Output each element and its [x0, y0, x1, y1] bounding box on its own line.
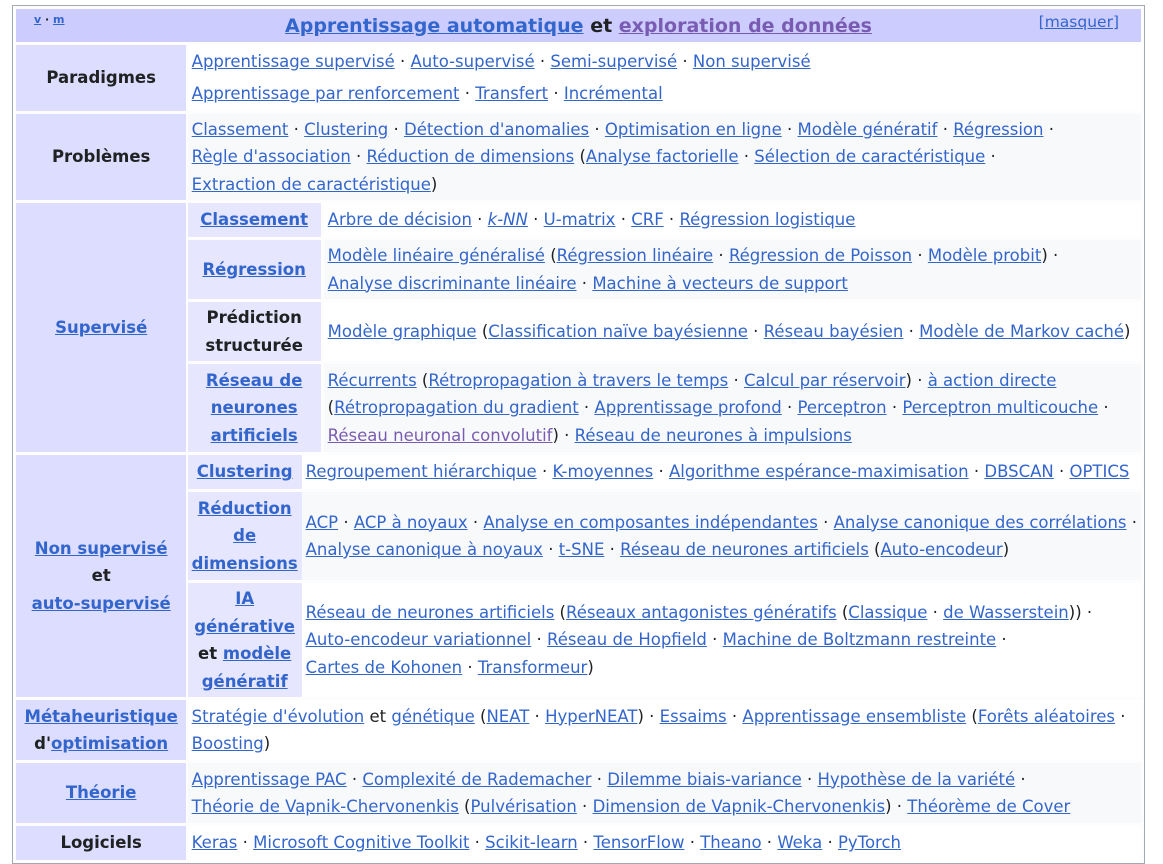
link[interactable]: Calcul par réservoir — [744, 370, 906, 390]
connector-text: et — [369, 706, 387, 726]
group-label-connector: et — [91, 566, 111, 586]
subgroup-link[interactable]: IA générative — [194, 589, 295, 636]
link[interactable]: Regroupement hiérarchique — [305, 462, 537, 482]
link[interactable]: Weka — [777, 833, 823, 853]
link[interactable]: Réseau de neurones artificiels — [620, 540, 869, 559]
group-row-non-supervise — [16, 455, 1141, 697]
subgroup-link[interactable]: modèle génératif — [201, 644, 292, 691]
link[interactable]: Scikit-learn — [485, 833, 578, 853]
subgroup-label-reduction-dimensions — [188, 492, 302, 580]
group-label-connector: d' — [34, 734, 52, 753]
link[interactable]: K-moyennes — [552, 462, 654, 482]
link[interactable]: Transfert — [475, 84, 549, 103]
link[interactable]: Apprentissage ensembliste — [742, 706, 967, 726]
group-label-paradigmes: Paradigmes — [16, 45, 186, 111]
link[interactable]: Dilemme biais-variance — [607, 769, 802, 789]
subgroup-label-reseau-neurones — [188, 364, 321, 452]
group-list-metaheuristique: Stratégie d'évolution et génétique (NEAT · HyperNEAT) · Essaims · Apprentissage ensembliste (Forêts aléatoires · Boosting) — [188, 700, 1141, 760]
link[interactable]: Microsoft Cognitive Toolkit — [253, 833, 470, 853]
link[interactable]: Forêts aléatoires — [977, 706, 1116, 726]
subgroup-link[interactable]: Réduction de dimensions — [191, 498, 298, 573]
group-row-metaheuristique — [16, 700, 1141, 760]
link[interactable]: Analyse factorielle — [585, 147, 739, 167]
group-list-theorie: Apprentissage PAC · Complexité de Rademacher · Dilemme biais-variance · Hypothèse de la variété · Théorie de Vapnik-Chervonenkis (Pulvérisation · Dimension de Vapnik-Chervonenkis) · Théorème de Cover — [188, 763, 1141, 823]
group-row-problemes — [16, 114, 1141, 200]
link[interactable]: Réseau de Hopfield — [547, 630, 707, 650]
link[interactable]: Analyse canonique à noyaux — [305, 540, 543, 559]
link[interactable]: Auto-supervisé — [410, 52, 535, 71]
group-link-non-supervise[interactable]: Non supervisé — [34, 538, 168, 558]
group-label-supervise — [16, 203, 186, 452]
link[interactable]: Complexité de Rademacher — [362, 769, 592, 789]
link[interactable]: Algorithme espérance-maximisation — [669, 462, 969, 482]
subgroups-supervise — [188, 203, 1141, 452]
view-link[interactable]: v — [34, 13, 42, 26]
link[interactable]: U-matrix — [543, 210, 616, 230]
link[interactable]: Stratégie d'évolution — [191, 706, 365, 726]
link[interactable]: Rétropropagation du gradient — [334, 398, 579, 418]
subgroup-label-classement — [188, 203, 321, 237]
link[interactable]: HyperNEAT — [545, 706, 638, 726]
link[interactable]: CRF — [631, 210, 664, 230]
group-label-metaheuristique — [16, 700, 186, 760]
title-link-data-mining[interactable]: exploration de données — [618, 14, 872, 37]
link[interactable]: Semi-supervisé — [550, 52, 678, 71]
link[interactable]: PyTorch — [837, 833, 901, 853]
subgroup-list-classement: Arbre de décision · k-NN · U-matrix · CRF · Régression logistique — [324, 203, 1141, 237]
link[interactable]: Arbre de décision — [327, 210, 472, 230]
link[interactable]: Dimension de Vapnik-Chervonenkis — [592, 797, 886, 816]
group-link-supervise[interactable]: Supervisé — [55, 317, 148, 337]
title-link-ml[interactable]: Apprentissage automatique — [285, 14, 584, 37]
link[interactable]: Pulvérisation — [470, 797, 577, 816]
link[interactable]: Modèle génératif — [797, 119, 938, 139]
hide-link[interactable]: [masquer] — [1038, 13, 1119, 31]
link[interactable]: Modèle probit — [927, 246, 1042, 265]
link[interactable]: Analyse canonique des corrélations — [833, 512, 1127, 532]
link[interactable]: Apprentissage supervisé — [191, 52, 395, 71]
link[interactable]: Classification naïve bayésienne — [488, 321, 748, 341]
navbox-table — [16, 6, 1141, 863]
link[interactable]: Règle d'association — [191, 147, 351, 167]
subgroup-label-connector: et — [198, 644, 218, 663]
link[interactable]: Perceptron — [797, 398, 887, 418]
link[interactable]: Optimisation en ligne — [604, 119, 782, 139]
group-link-theorie[interactable]: Théorie — [65, 783, 137, 803]
group-list-paradigmes: Apprentissage supervisé · Auto-supervisé · Semi-supervisé · Non supervisé Apprentissage par renforcement · Transfert · Incrémental — [188, 45, 1141, 111]
group-label-theorie — [16, 763, 186, 823]
link[interactable]: NEAT — [486, 706, 530, 726]
view-edit-links: v · m — [34, 13, 65, 26]
subgroup-label-ia-generative — [188, 583, 302, 697]
link[interactable]: Hypothèse de la variété — [817, 769, 1016, 789]
subgroup-label-clustering — [188, 455, 302, 489]
link[interactable]: Keras — [191, 833, 238, 853]
link[interactable]: Réseau neuronal convolutif — [327, 425, 553, 445]
link[interactable]: t-SNE — [558, 540, 605, 559]
link[interactable]: Boosting — [191, 734, 264, 753]
link[interactable]: Theano — [700, 833, 762, 853]
link[interactable]: Régression logistique — [679, 210, 856, 230]
link[interactable]: Sélection de caractéristique — [754, 147, 986, 167]
link[interactable]: ACP — [305, 512, 339, 532]
group-row-theorie — [16, 763, 1141, 823]
link[interactable]: Théorie de Vapnik-Chervonenkis — [191, 797, 459, 816]
link[interactable]: Auto-encodeur variationnel — [305, 630, 532, 650]
subgroup-list-regression: Modèle linéaire généralisé (Régression linéaire · Régression de Poisson · Modèle probit) · Analyse discriminante linéaire · Machine à vecteurs de support — [324, 240, 1141, 299]
subgroup-list-ia-generative: Réseau de neurones artificiels (Réseaux antagonistes génératifs (Classique · de Wasserstein)) · Auto-encodeur variationnel · Réseau de Hopfield · Machine de Boltzmann restreinte · Cartes de Kohonen · Transformeur) — [302, 583, 1141, 697]
link[interactable]: Apprentissage par renforcement — [191, 84, 460, 103]
link[interactable]: Clustering — [304, 119, 389, 139]
group-row-supervise — [16, 203, 1141, 452]
subgroup-label-regression — [188, 240, 321, 299]
group-row-logiciels — [16, 826, 1141, 860]
link[interactable]: Cartes de Kohonen — [305, 657, 463, 677]
link[interactable]: Perceptron multicouche — [902, 398, 1099, 418]
link[interactable]: Incrémental — [563, 84, 663, 103]
link[interactable]: Modèle de Markov caché — [919, 321, 1125, 341]
group-link-optimisation[interactable]: optimisation — [51, 734, 169, 753]
group-link-metaheuristique[interactable]: Métaheuristique — [24, 706, 178, 726]
subgroup-link[interactable]: Classement — [200, 210, 309, 230]
subgroup-link[interactable]: Régression — [202, 259, 306, 279]
link[interactable]: Essaims — [659, 706, 727, 726]
group-list-logiciels: Keras · Microsoft Cognitive Toolkit · Scikit-learn · TensorFlow · Theano · Weka · PyTorch — [188, 826, 1141, 860]
link[interactable]: Réduction de dimensions — [366, 147, 575, 167]
link[interactable]: Apprentissage profond — [594, 398, 782, 418]
link[interactable]: Théorème de Cover — [907, 797, 1071, 816]
link[interactable]: Classement — [191, 119, 289, 139]
link[interactable]: ACP à noyaux — [353, 512, 468, 532]
title-connector: et — [590, 14, 613, 37]
link[interactable]: Apprentissage PAC — [191, 769, 347, 789]
modify-link[interactable]: m — [53, 13, 65, 26]
subgroup-list-prediction-structuree: Modèle graphique (Classification naïve bayésienne · Réseau bayésien · Modèle de Markov caché) — [324, 302, 1141, 361]
link[interactable]: à action directe — [927, 370, 1057, 390]
link[interactable]: de Wasserstein — [943, 602, 1069, 622]
link[interactable]: Récurrents — [327, 370, 417, 390]
subgroup-label-prediction-structuree: Prédiction structurée — [188, 302, 321, 361]
link[interactable]: Modèle linéaire généralisé — [327, 246, 545, 265]
navbox — [12, 5, 1145, 864]
link[interactable]: Machine à vecteurs de support — [592, 273, 848, 293]
link[interactable]: Réseaux antagonistes génératifs — [566, 602, 837, 622]
subgroup-list-reduction-dimensions: ACP · ACP à noyaux · Analyse en composantes indépendantes · Analyse canonique des corrélations · Analyse canonique à noyaux · t-SNE · Réseau de neurones artificiels (Auto-encodeur) — [302, 492, 1141, 580]
link[interactable]: OPTICS — [1069, 462, 1130, 482]
link[interactable]: TensorFlow — [593, 833, 685, 853]
link[interactable]: Modèle graphique — [327, 321, 477, 341]
group-label-non-supervise — [16, 455, 186, 697]
link[interactable]: k-NN — [487, 210, 528, 230]
link[interactable]: Réseau de neurones artificiels — [305, 602, 555, 622]
link[interactable]: Non supervisé — [692, 52, 811, 71]
link[interactable]: Régression linéaire — [556, 246, 714, 265]
group-link-auto-supervise[interactable]: auto-supervisé — [31, 593, 171, 613]
link[interactable]: Analyse en composantes indépendantes — [483, 512, 818, 532]
link[interactable]: Machine de Boltzmann restreinte — [722, 630, 997, 650]
subgroup-list-clustering: Regroupement hiérarchique · K-moyennes · Algorithme espérance-maximisation · DBSCAN · OPTICS — [302, 455, 1141, 489]
link[interactable]: Rétropropagation à travers le temps — [428, 370, 729, 390]
link[interactable]: Réseau de neurones à impulsions — [574, 425, 852, 445]
link[interactable]: Extraction de caractéristique — [191, 174, 431, 194]
group-label-problemes: Problèmes — [16, 114, 186, 200]
navbox-title — [16, 9, 1141, 42]
group-list-problemes: Classement · Clustering · Détection d'anomalies · Optimisation en ligne · Modèle génératif · Régression · Règle d'association · Réduction de dimensions (Analyse factorielle · Sélection de caractéristique · Extraction de caractéristique) — [188, 114, 1141, 200]
link[interactable]: Classique — [848, 602, 928, 622]
subgroup-list-reseau-neurones: Récurrents (Rétropropagation à travers le temps · Calcul par réservoir) · à action directe (Rétropropagation du gradient · Apprentissage profond · Perceptron · Perceptron multicouche · Réseau neuronal convolutif) · Réseau de neurones à impulsions — [324, 364, 1141, 452]
link[interactable]: génétique — [391, 706, 475, 726]
link[interactable]: DBSCAN — [984, 462, 1054, 482]
link[interactable]: Régression — [953, 119, 1044, 139]
link[interactable]: Détection d'anomalies — [403, 119, 590, 139]
group-row-paradigmes — [16, 45, 1141, 111]
link[interactable]: Transformeur — [477, 657, 588, 677]
subgroup-link[interactable]: Réseau de neurones artificiels — [205, 370, 303, 445]
link[interactable]: Analyse discriminante linéaire — [327, 273, 577, 293]
link[interactable]: Auto-encodeur — [880, 540, 1003, 559]
link[interactable]: Réseau bayésien — [763, 321, 904, 341]
subgroups-non-supervise — [188, 455, 1141, 697]
link[interactable]: Régression de Poisson — [728, 246, 913, 265]
group-label-logiciels: Logiciels — [16, 826, 186, 860]
subgroup-link[interactable]: Clustering — [196, 462, 293, 482]
